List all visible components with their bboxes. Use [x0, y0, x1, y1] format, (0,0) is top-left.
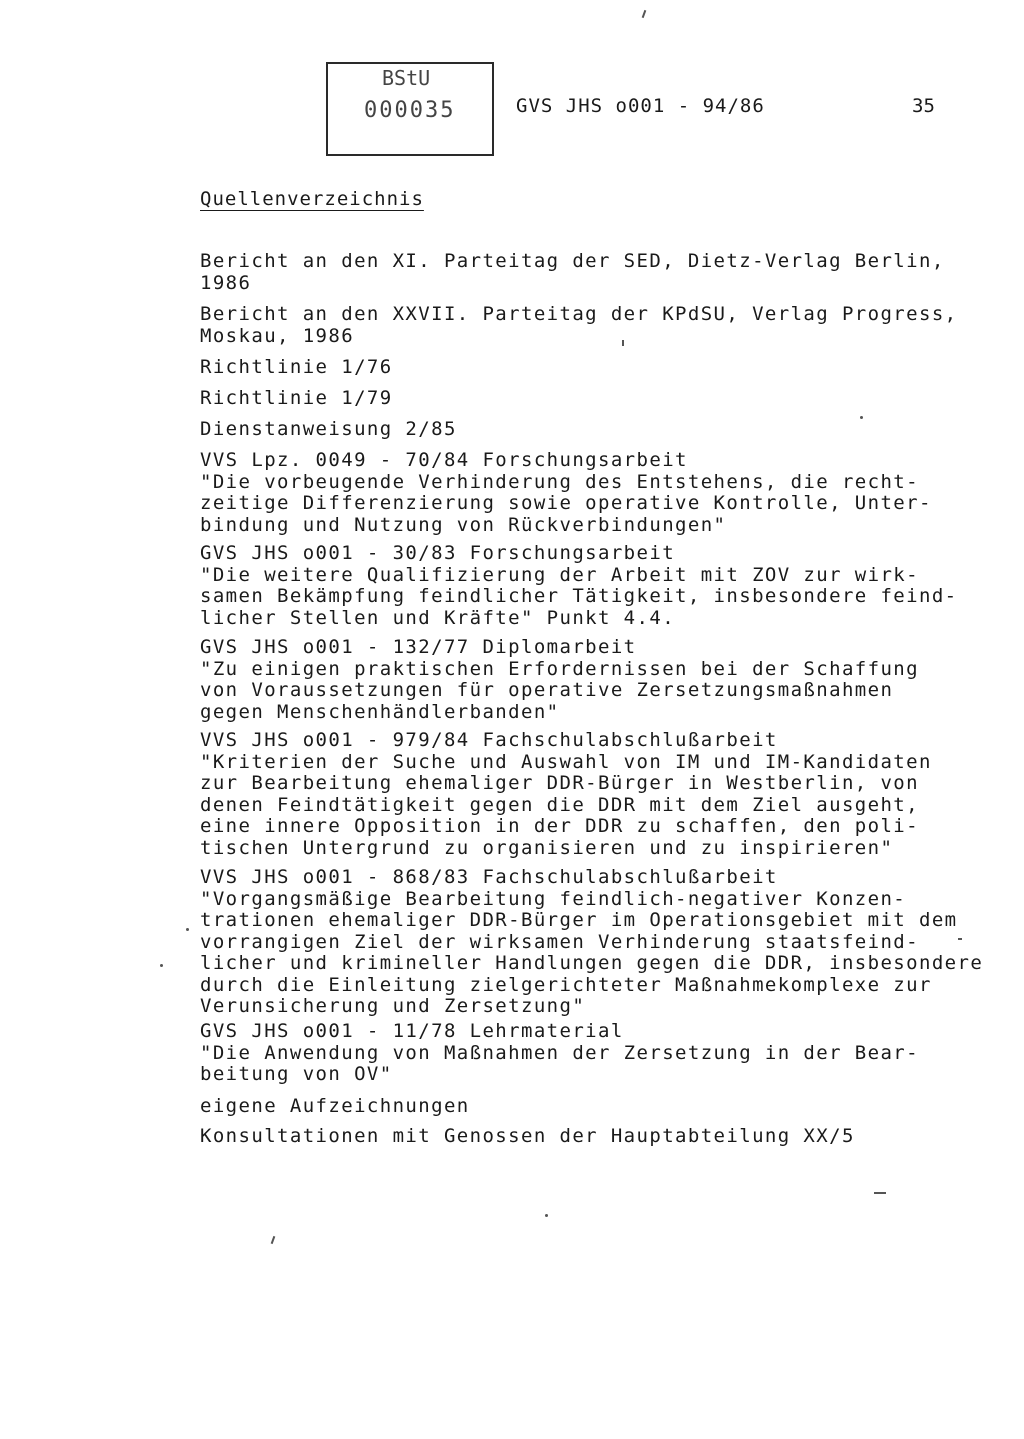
source-entry — [200, 730, 980, 859]
source-entry — [200, 357, 980, 379]
source-entry — [200, 450, 980, 536]
entry-line: "Die vorbeugende Verhinderung des Entstehens, die recht- — [200, 470, 919, 493]
source-entry — [200, 543, 980, 629]
entry-line: Dienstanweisung 2/85 — [200, 418, 457, 440]
entry-line: GVS JHS o001 - 11/78 Lehrmaterial — [200, 1020, 624, 1042]
entry-line: VVS Lpz. 0049 - 70/84 Forschungsarbeit — [200, 449, 688, 471]
entry-line: "Vorgangsmäßige Bearbeitung feindlich-negativer Konzen- — [200, 887, 907, 910]
entry-line: "Die weitere Qualifizierung der Arbeit mit ZOV zur wirk- — [200, 563, 919, 586]
entry-line: samen Bekämpfung feindlicher Tätigkeit, insbesondere feind- — [200, 585, 958, 607]
entry-line: Verunsicherung und Zersetzung" — [200, 995, 586, 1017]
source-entry — [200, 251, 980, 294]
scan-artifact — [545, 1214, 548, 1217]
source-entry — [200, 419, 980, 441]
scan-artifact — [622, 340, 624, 346]
scan-artifact — [958, 938, 962, 940]
entry-line: VVS JHS o001 - 979/84 Fachschulabschlußarbeit — [200, 729, 778, 751]
source-entry — [200, 866, 984, 1018]
entry-line: durch die Einleitung zielgerichteter Maßnahmekomplexe zur — [200, 973, 932, 996]
entry-line: Konsultationen mit Genossen der Hauptabteilung XX/5 — [200, 1125, 855, 1147]
entry-line: vorrangigen Ziel der wirksamen Verhinderung staatsfeind- — [200, 930, 919, 953]
entry-line: licher und krimineller Handlungen gegen die DDR, insbesondere — [200, 952, 984, 974]
document-reference: GVS JHS o001 - 94/86 — [516, 95, 765, 117]
scan-artifact — [160, 964, 163, 967]
entry-line: 1986 — [200, 271, 252, 294]
entry-line: tischen Untergrund zu organisieren und zu inspirieren" — [200, 836, 894, 859]
entry-line: Moskau, 1986 — [200, 324, 355, 347]
entry-line: Bericht an den XXVII. Parteitag der KPdSU, Verlag Progress, — [200, 303, 958, 325]
source-entry — [200, 1126, 980, 1148]
entry-line: Richtlinie 1/79 — [200, 387, 393, 409]
scan-artifact — [186, 928, 189, 931]
stamp-agency: BStU — [382, 66, 431, 90]
source-entry — [200, 1021, 980, 1086]
entry-line: zeitige Differenzierung sowie operative Kontrolle, Unter- — [200, 492, 932, 514]
scan-artifact — [860, 416, 863, 419]
entry-line: eigene Aufzeichnungen — [200, 1095, 470, 1117]
entry-line: trationen ehemaliger DDR-Bürger im Operationsgebiet mit dem — [200, 909, 958, 931]
entry-line: VVS JHS o001 - 868/83 Fachschulabschlußarbeit — [200, 866, 778, 888]
entry-line: Bericht an den XI. Parteitag der SED, Dietz-Verlag Berlin, — [200, 250, 945, 272]
entry-line: licher Stellen und Kräfte" Punkt 4.4. — [200, 606, 676, 629]
entry-line: bindung und Nutzung von Rückverbindungen" — [200, 513, 727, 536]
entry-line: von Voraussetzungen für operative Zersetzungsmaßnahmen — [200, 679, 894, 701]
entry-line: Richtlinie 1/76 — [200, 356, 393, 378]
entry-line: GVS JHS o001 - 132/77 Diplomarbeit — [200, 636, 637, 658]
source-entry — [200, 388, 980, 410]
section-title: Quellenverzeichnis — [200, 188, 424, 210]
scan-artifact — [271, 1236, 276, 1244]
entry-line: "Zu einigen praktischen Erfordernissen bei der Schaffung — [200, 657, 919, 680]
page-number: 35 — [912, 95, 935, 117]
source-entry — [200, 637, 980, 723]
source-entry — [200, 1096, 980, 1118]
scan-artifact — [874, 1192, 886, 1194]
entry-line: "Die Anwendung von Maßnahmen der Zersetzung in der Bear- — [200, 1041, 919, 1064]
entry-line: gegen Menschenhändlerbanden" — [200, 700, 560, 723]
entry-line: beitung von OV" — [200, 1063, 393, 1085]
source-entry — [200, 304, 980, 347]
entry-line: GVS JHS o001 - 30/83 Forschungsarbeit — [200, 542, 676, 564]
archive-stamp — [326, 62, 494, 156]
entry-line: zur Bearbeitung ehemaliger DDR-Bürger in Westberlin, von — [200, 772, 919, 794]
scan-artifact — [642, 10, 647, 18]
entry-line: denen Feindtätigkeit gegen die DDR mit dem Ziel ausgeht, — [200, 793, 919, 816]
entry-line: eine innere Opposition in der DDR zu schaffen, den poli- — [200, 815, 919, 837]
entry-line: "Kriterien der Suche und Auswahl von IM und IM-Kandidaten — [200, 750, 932, 773]
stamp-page-number: 000035 — [364, 98, 456, 123]
